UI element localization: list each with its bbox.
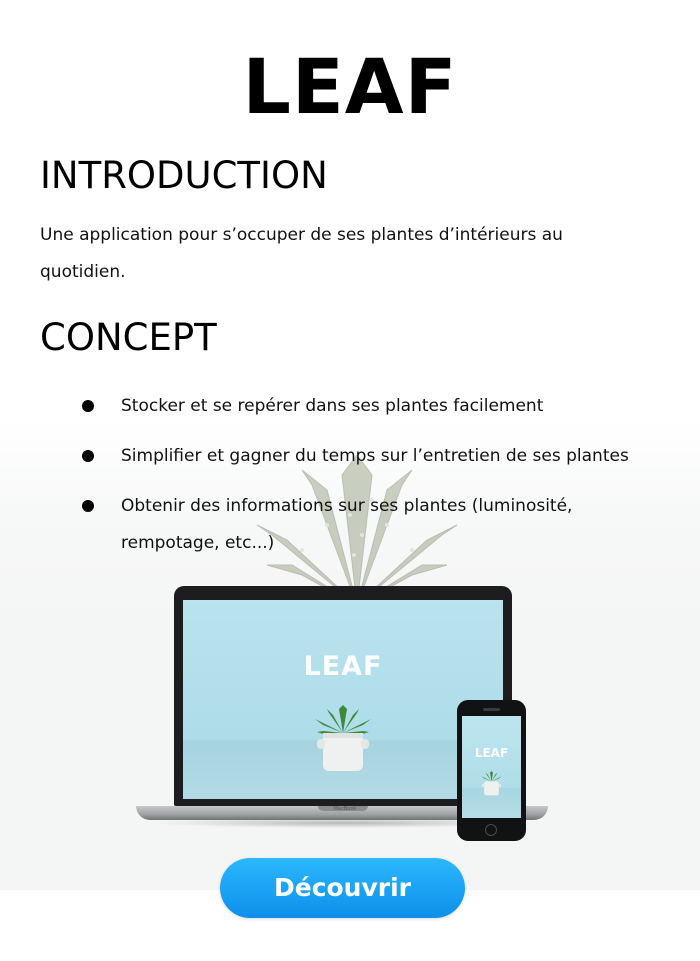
phone-speaker: [483, 708, 500, 711]
concept-list: [80, 388, 680, 575]
introduction-heading: INTRODUCTION: [40, 154, 328, 197]
concept-item-label: Stocker et se repérer dans ses plantes facilement: [121, 396, 544, 416]
potted-plant-icon: [309, 705, 377, 775]
concept-list-item: [80, 438, 680, 475]
bullet-icon: [82, 400, 94, 412]
phone-home-button: [485, 824, 497, 836]
laptop-screen-logo: LEAF: [303, 651, 383, 682]
phone-screen-logo: LEAF: [474, 746, 509, 760]
introduction-text: Une application pour s’occuper de ses plantes d’intérieurs au quotidien.: [40, 225, 563, 282]
concept-item-label: Obtenir des informations sur ses plantes (luminosité, rempotage, etc...): [121, 496, 573, 553]
concept-list-item: [80, 388, 680, 425]
concept-item-label: Simplifier et gagner du temps sur l’entretien de ses plantes: [121, 446, 629, 466]
concept-list-item: [80, 488, 680, 562]
concept-heading: CONCEPT: [40, 316, 217, 359]
phone-screen: [462, 716, 521, 818]
bullet-icon: [82, 500, 94, 512]
potted-plant-icon: [479, 770, 504, 798]
app-title: LEAF: [242, 42, 458, 131]
laptop-screen: [183, 600, 503, 799]
laptop-brand-label: MacBook: [333, 806, 357, 812]
bullet-icon: [82, 450, 94, 462]
decouvrir-button[interactable]: Découvrir: [220, 858, 465, 918]
